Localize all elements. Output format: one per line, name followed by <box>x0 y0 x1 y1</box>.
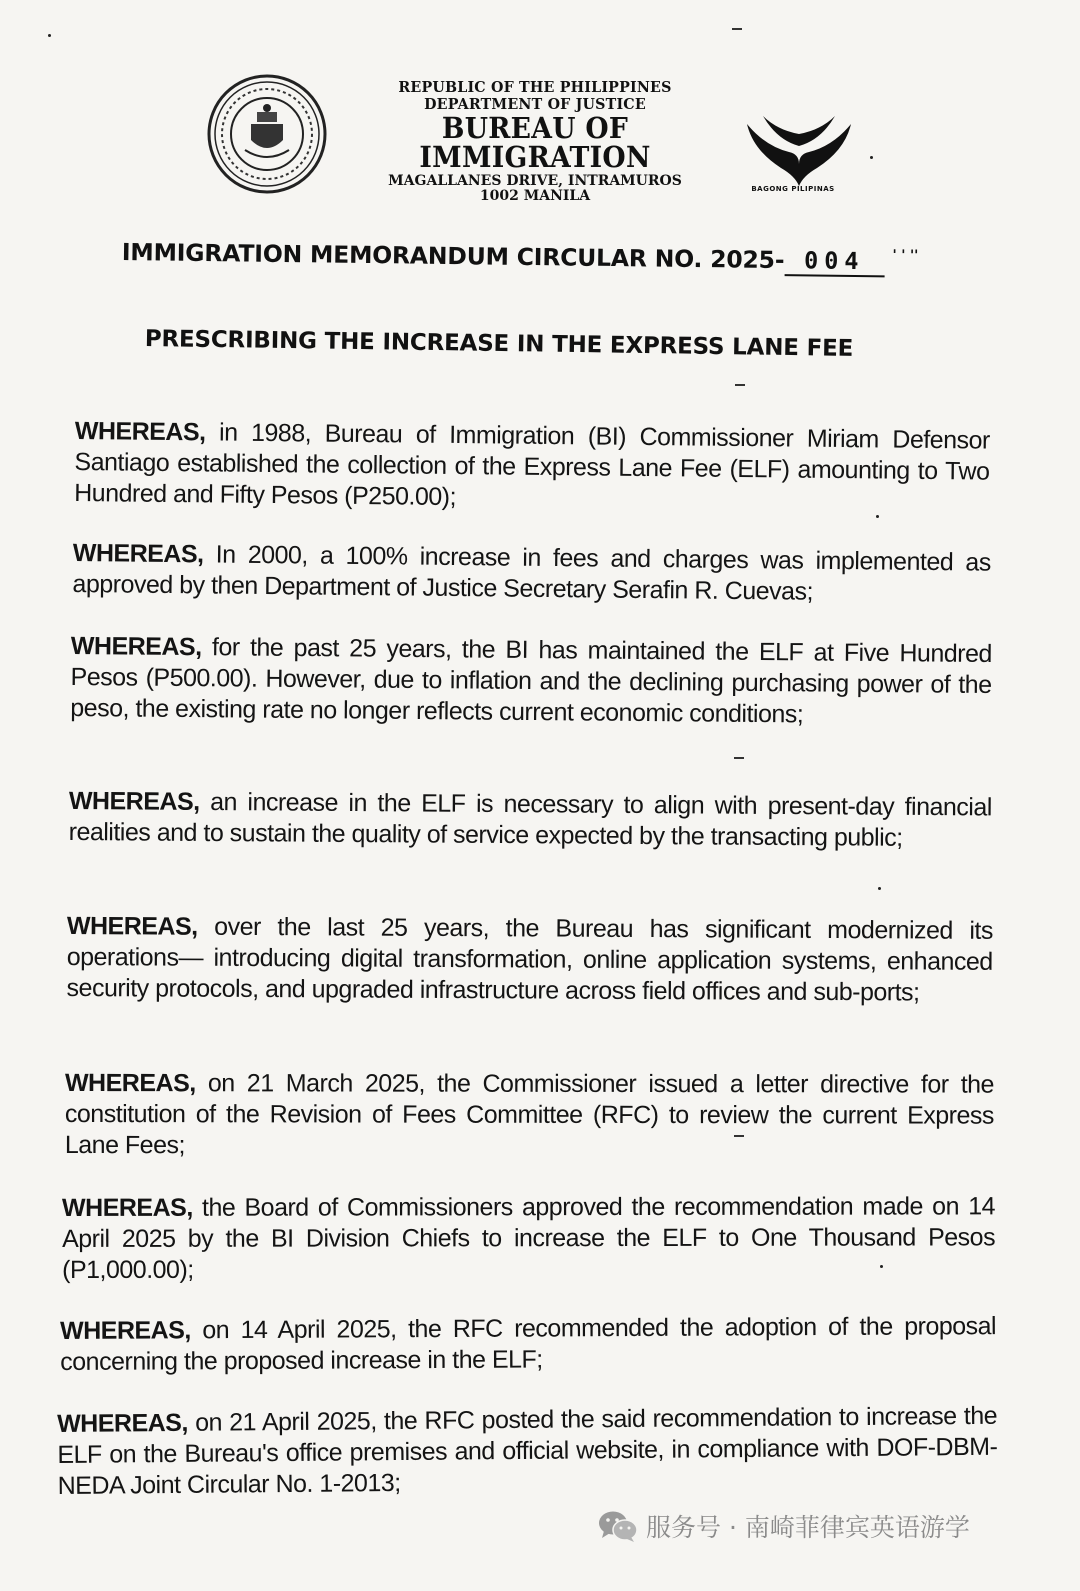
whereas-paragraph <box>60 1311 996 1378</box>
circular-marks: ' ' '' <box>892 247 919 264</box>
agency-header <box>330 80 740 204</box>
wechat-icon <box>598 1509 638 1543</box>
whereas-lead: WHEREAS, <box>60 1316 191 1345</box>
whereas-paragraph <box>70 631 992 732</box>
whereas-paragraph <box>65 1068 994 1163</box>
watermark-text: 服务号 · 南崎菲律宾英语游学 <box>646 1513 970 1542</box>
department-line: DEPARTMENT OF JUSTICE <box>424 95 646 113</box>
republic-line: REPUBLIC OF THE PHILIPPINES <box>398 78 672 96</box>
scan-speck <box>735 384 745 386</box>
whereas-paragraph <box>57 1401 998 1502</box>
scan-speck <box>878 887 881 890</box>
whereas-lead: WHEREAS, <box>64 1069 196 1098</box>
scan-speck <box>48 34 51 37</box>
address-line-2: 1002 MANILA <box>479 188 591 204</box>
address-line-1: MAGALLANES DRIVE, INTRAMUROS <box>388 173 682 189</box>
whereas-text: In 2000, a 100% increase in fees and charges was implemented as approved by then Department of Justice Secretary Serafin R. Cuevas; <box>72 540 991 606</box>
whereas-paragraph <box>69 786 992 854</box>
whereas-lead: WHEREAS, <box>74 416 206 447</box>
scan-speck <box>734 757 744 759</box>
whereas-text: on 21 March 2025, the Commissioner issued a letter directive for the constitution of the Revision of Fees Committee (RFC) to review the current Express Lane Fees; <box>64 1069 994 1160</box>
whereas-lead: WHEREAS, <box>68 787 200 816</box>
whereas-text: an increase in the ELF is necessary to align with present-day financial realities and to sustain the quality of service expected by the transacting public; <box>68 787 992 852</box>
whereas-text: the Board of Commissioners approved the recommendation made on 14 April 2025 by the BI Division Chiefs to increase the ELF to One Thousand Pesos (P1,000.00); <box>62 1192 996 1284</box>
whereas-lead: WHEREAS, <box>57 1408 188 1438</box>
whereas-paragraph <box>67 911 993 1009</box>
whereas-text: over the last 25 years, the Bureau has significant modernized its operations— introducing digital transformation, online application systems, enhanced security protocols, and upgraded infrastructure across field offices and sub-ports; <box>66 912 993 1007</box>
circular-number-line <box>122 238 1022 279</box>
agency-name: BUREAU OF IMMIGRATION <box>419 111 651 174</box>
circular-number: 004 <box>784 246 884 277</box>
whereas-paragraph <box>62 1191 995 1286</box>
bagong-pilipinas-logo-icon <box>733 106 863 196</box>
logo-caption: BAGONG PILIPINAS <box>751 185 835 193</box>
whereas-lead: WHEREAS, <box>70 631 202 662</box>
circular-label: IMMIGRATION MEMORANDUM CIRCULAR NO. 2025- <box>121 238 785 275</box>
scan-speck <box>876 515 879 518</box>
whereas-lead: WHEREAS, <box>66 912 198 941</box>
whereas-text: for the past 25 years, the BI has maintained the ELF at Five Hundred Pesos (P500.00). However, due to inflation and the declining purchasing power of the peso, the existing rate no longer reflects current economic conditions; <box>70 633 992 729</box>
scan-speck <box>880 1265 883 1268</box>
bureau-seal-icon <box>205 72 330 197</box>
whereas-text: on 21 April 2025, the RFC posted the said recommendation to increase the ELF on the Bureau's office premises and official website, in compliance with DOF-DBM-NEDA Joint Circular No. 1-2013; <box>57 1401 998 1500</box>
whereas-text: on 14 April 2025, the RFC recommended the adoption of the proposal concerning the proposed increase in the ELF; <box>60 1312 997 1376</box>
scan-speck <box>870 156 873 159</box>
whereas-paragraph <box>74 416 990 519</box>
whereas-lead: WHEREAS, <box>62 1193 193 1222</box>
wechat-watermark <box>598 1506 970 1546</box>
scan-speck <box>732 28 742 30</box>
whereas-paragraph <box>72 538 991 610</box>
whereas-text: in 1988, Bureau of Immigration (BI) Commissioner Miriam Defensor Santiago established the collection of the Express Lane Fee (ELF) amounting to Two Hundred and Fifty Pesos (P250.00); <box>74 418 990 511</box>
scan-speck <box>734 1135 744 1137</box>
document-title: PRESCRIBING THE INCREASE IN THE EXPRESS LANE FEE <box>144 326 854 362</box>
whereas-lead: WHEREAS, <box>72 538 204 569</box>
letterhead <box>205 72 865 202</box>
